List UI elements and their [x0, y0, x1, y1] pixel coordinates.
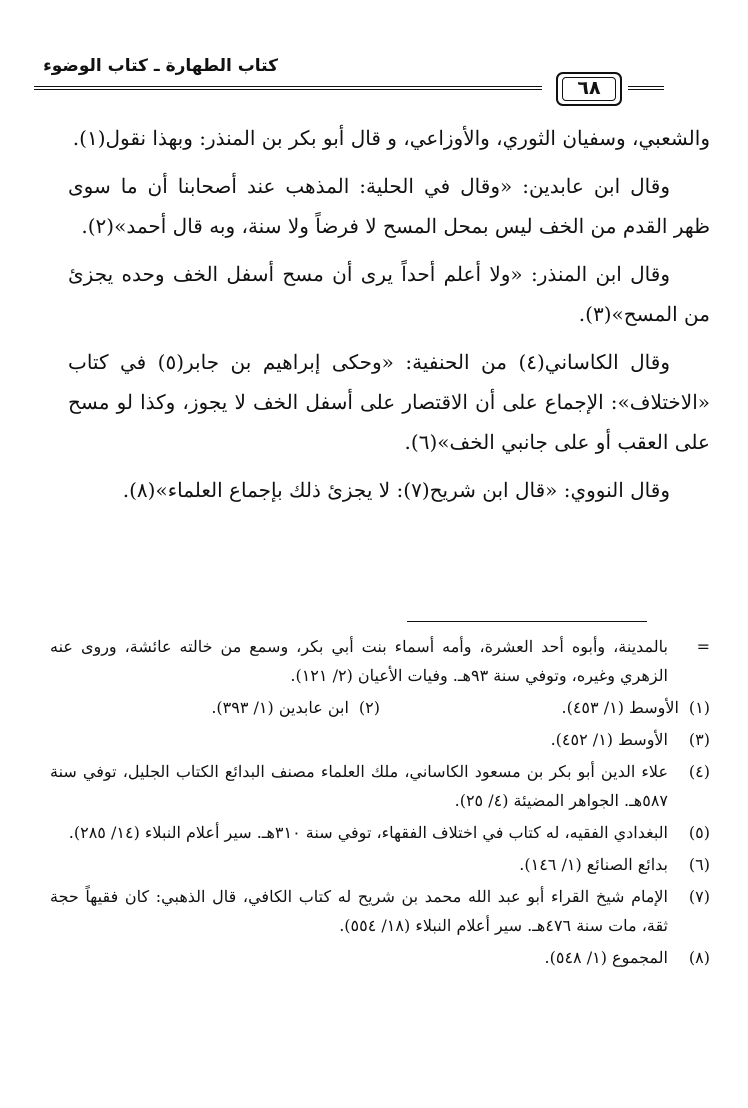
footnote-number: (٧) [688, 887, 710, 906]
main-text [68, 118, 710, 518]
paragraph-5: وقال النووي: «قال ابن شريح(٧): لا يجزئ ذلك بإجماع العلماء»(٨). [122, 478, 670, 502]
page-number: ٦٨ [577, 77, 601, 99]
header-rule-short [628, 86, 664, 90]
footnotes [50, 632, 710, 975]
footnote-number: (٢) [358, 698, 380, 717]
footnote-3 [50, 725, 710, 754]
footnote-text: ابن عابدين (١/ ٣٩٣). [211, 698, 349, 717]
footnote-number: (٨) [688, 948, 710, 967]
continuation-mark: = [696, 637, 710, 656]
footnote-number: (٦) [688, 855, 710, 874]
footnote-text: علاء الدين أبو بكر بن مسعود الكاساني، ملك العلماء مصنف البدائع الكتاب الجليل، توفي سنة ٥٨٧هـ. الجواهر المضيئة (٤/ ٢٥). [50, 762, 668, 810]
footnote-7 [50, 882, 710, 940]
footnote-8 [50, 943, 710, 972]
footnote-text: المجموع (١/ ٥٤٨). [544, 948, 668, 967]
footnote-text: الأوسط (١/ ٤٥٣). [561, 698, 679, 717]
footnote-5 [50, 818, 710, 847]
paragraph-4: وقال الكاساني(٤) من الحنفية: «وحكى إبراهيم بن جابر(٥) في كتاب «الاختلاف»: الإجماع على أن الاقتصار على أسفل الخف لا يجوز، وكذا لو مسح على العقب أو على جانبي الخف»(٦). [68, 350, 710, 454]
footnote-continuation [50, 632, 710, 690]
footnote-1 [562, 693, 711, 722]
footnote-number: (٣) [688, 730, 710, 749]
footnote-number: (٥) [688, 823, 710, 842]
footnote-separator [407, 621, 647, 622]
footnote-text: البغدادي الفقيه، له كتاب في اختلاف الفقهاء، توفي سنة ٣١٠هـ. سير أعلام النبلاء (١٤/ ٢٨٥). [68, 823, 668, 842]
footnote-number: (١) [688, 698, 710, 717]
footnote-text: الإمام شيخ القراء أبو عبد الله محمد بن شريح له كتاب الكافي، قال الذهبي: كان فقيهاً حجة ثقة، مات سنة ٤٧٦هـ. سير أعلام النبلاء (١٨/ ٥٥٤). [50, 887, 668, 935]
footnote-text: بالمدينة، وأبوه أحد العشرة، وأمه أسماء بنت أبي بكر، وسمع من خالته عائشة، وروى عنه الزهري وغيره، وتوفي سنة ٩٣هـ. وفيات الأعيان (٢/ ١٢١). [50, 637, 668, 685]
footnote-2 [211, 693, 380, 722]
footnote-4 [50, 757, 710, 815]
footnote-row-1-2 [50, 693, 710, 722]
page-number-frame [556, 72, 622, 106]
paragraph-2: وقال ابن عابدين: «وقال في الحلية: المذهب عند أصحابنا أن ما سوى ظهر القدم من الخف ليس بمحل المسح لا فرضاً ولا سنة، وبه قال أحمد»(٢). [68, 174, 710, 238]
header-rule [34, 86, 542, 90]
paragraph-3: وقال ابن المنذر: «ولا أعلم أحداً يرى أن مسح أسفل الخف وحده يجزئ من المسح»(٣). [68, 262, 710, 326]
footnote-text: الأوسط (١/ ٤٥٢). [550, 730, 668, 749]
running-title: كتاب الطهارة ـ كتاب الوضوء [43, 56, 278, 76]
footnote-number: (٤) [688, 762, 710, 781]
footnote-6 [50, 850, 710, 879]
footnote-text: بدائع الصنائع (١/ ١٤٦). [519, 855, 668, 874]
paragraph-1: والشعبي، وسفيان الثوري، والأوزاعي، و قال أبو بكر بن المنذر: وبهذا نقول(١). [72, 126, 710, 150]
